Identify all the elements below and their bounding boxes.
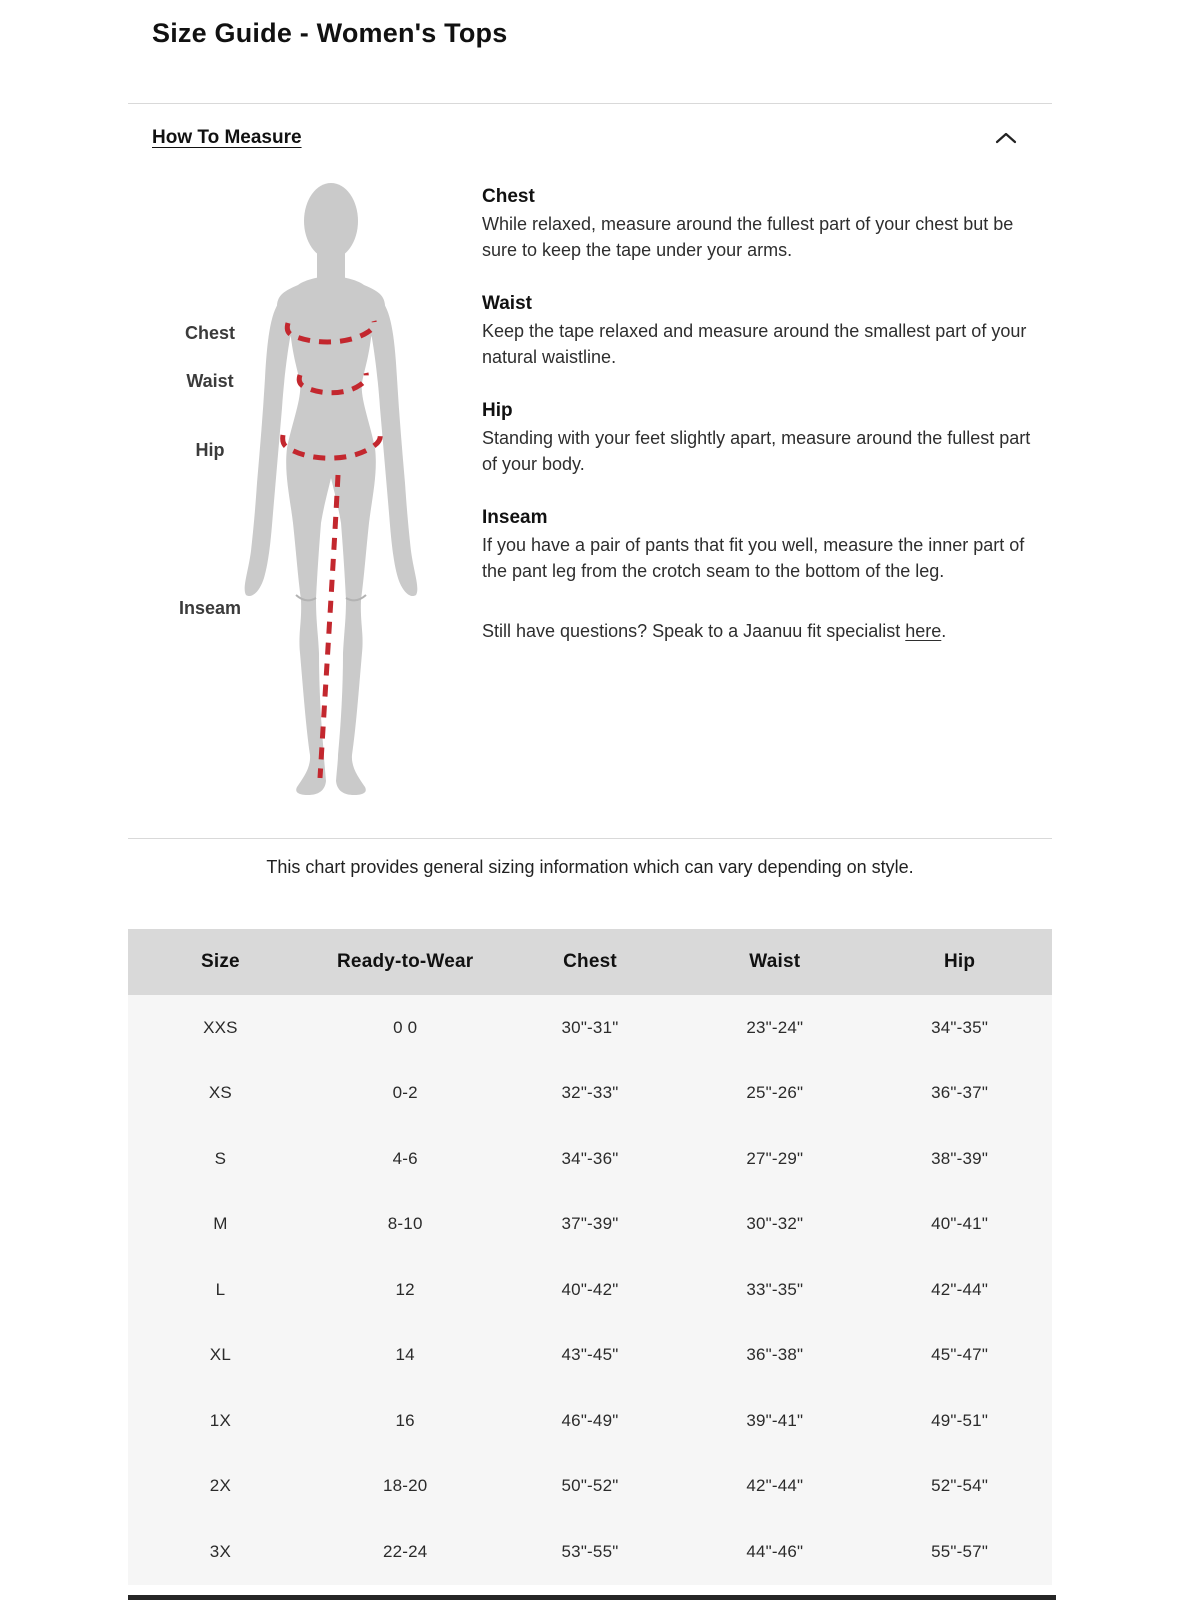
table-row-m	[128, 1192, 1052, 1258]
cell-waist: 42"-44"	[746, 1476, 804, 1496]
cell-size: XS	[208, 1083, 232, 1103]
instruction-body: While relaxed, measure around the fullest part of your chest but be sure to keep the tape under your arms.	[482, 214, 1014, 260]
cell-rtw: 18-20	[382, 1476, 428, 1496]
cell-size: 1X	[209, 1410, 231, 1430]
table-row-1x	[128, 1388, 1052, 1454]
next-section-edge	[128, 1595, 1056, 1600]
how-to-measure-header	[128, 126, 1052, 150]
instruction-body: If you have a pair of pants that fit you well, measure the inner part of the pant leg from the crotch seam to the bottom of the leg.	[482, 535, 1025, 581]
column-header-ready-to-wear: Ready-to-Wear	[337, 951, 474, 972]
chart-note: This chart provides general sizing information which can vary depending on style.	[266, 857, 914, 877]
table-row-3x	[128, 1519, 1052, 1585]
figure-label-inseam: Inseam	[178, 598, 242, 618]
divider	[128, 103, 1052, 104]
column-header-size: Size	[200, 951, 240, 972]
cell-chest: 34"-36"	[561, 1148, 619, 1168]
collapse-button[interactable]	[994, 130, 1018, 146]
cell-rtw: 8-10	[387, 1214, 423, 1234]
instruction-body: Standing with your feet slightly apart, measure around the fullest part of your body.	[482, 428, 1031, 474]
cell-rtw: 12	[395, 1279, 415, 1299]
figure-label-waist: Waist	[186, 371, 234, 391]
cell-size: M	[213, 1214, 228, 1234]
cell-chest: 53"-55"	[561, 1541, 619, 1561]
cell-rtw: 0-2	[392, 1083, 418, 1103]
instruction-heading: Hip	[482, 400, 513, 421]
fit-specialist-text: Still have questions? Speak to a Jaanuu fit specialist	[482, 621, 906, 641]
instruction-heading: Inseam	[482, 507, 548, 528]
page-title: Size Guide - Women's Tops	[152, 18, 508, 48]
column-header-waist: Waist	[749, 951, 801, 972]
cell-hip: 49"-51"	[931, 1410, 989, 1430]
cell-hip: 38"-39"	[931, 1148, 989, 1168]
cell-waist: 25"-26"	[746, 1083, 804, 1103]
chevron-up-icon	[994, 130, 1018, 146]
cell-chest: 43"-45"	[561, 1345, 619, 1365]
measure-instructions	[482, 184, 1034, 644]
cell-size: L	[215, 1279, 226, 1299]
size-chart-table	[128, 929, 1052, 1585]
cell-size: XL	[209, 1345, 231, 1365]
cell-size: 3X	[209, 1541, 231, 1561]
cell-chest: 46"-49"	[561, 1410, 619, 1430]
cell-hip: 52"-54"	[931, 1476, 989, 1496]
table-row-xl	[128, 1323, 1052, 1389]
cell-rtw: 0 0	[393, 1017, 418, 1037]
table-row-s	[128, 1126, 1052, 1192]
cell-hip: 40"-41"	[931, 1214, 989, 1234]
instruction-chest	[482, 184, 1034, 263]
cell-hip: 34"-35"	[931, 1017, 989, 1037]
table-row-xxs	[128, 995, 1052, 1061]
instruction-inseam	[482, 505, 1034, 584]
figure-label-hip: Hip	[195, 440, 225, 460]
cell-chest: 32"-33"	[561, 1083, 619, 1103]
cell-waist: 39"-41"	[746, 1410, 804, 1430]
instruction-body: Keep the tape relaxed and measure around the smallest part of your natural waistline.	[482, 321, 1027, 367]
divider	[128, 838, 1052, 839]
cell-rtw: 14	[395, 1345, 415, 1365]
cell-chest: 40"-42"	[561, 1279, 619, 1299]
cell-waist: 33"-35"	[746, 1279, 804, 1299]
how-to-measure-heading[interactable]: How To Measure	[152, 127, 302, 148]
cell-rtw: 22-24	[382, 1541, 428, 1561]
cell-waist: 27"-29"	[746, 1148, 804, 1168]
table-row-xs	[128, 1061, 1052, 1127]
table-row-l	[128, 1257, 1052, 1323]
cell-hip: 36"-37"	[931, 1083, 989, 1103]
cell-chest: 50"-52"	[561, 1476, 619, 1496]
cell-chest: 37"-39"	[561, 1214, 619, 1234]
size-guide-panel	[128, 0, 1052, 1600]
how-to-measure-body	[128, 170, 1052, 818]
cell-waist: 23"-24"	[746, 1017, 804, 1037]
cell-size: S	[214, 1148, 227, 1168]
cell-size: 2X	[209, 1476, 231, 1496]
cell-hip: 55"-57"	[931, 1541, 989, 1561]
fit-specialist-line	[482, 618, 1034, 644]
cell-hip: 45"-47"	[931, 1345, 989, 1365]
instruction-hip	[482, 398, 1034, 477]
column-header-chest: Chest	[563, 951, 617, 972]
cell-waist: 36"-38"	[746, 1345, 804, 1365]
cell-hip: 42"-44"	[931, 1279, 989, 1299]
table-header-row	[128, 929, 1052, 995]
inseam-measure-line	[320, 475, 338, 778]
cell-rtw: 4-6	[392, 1148, 418, 1168]
cell-rtw: 16	[395, 1410, 415, 1430]
instruction-heading: Chest	[482, 186, 535, 207]
table-row-2x	[128, 1454, 1052, 1520]
instruction-waist	[482, 291, 1034, 370]
cell-chest: 30"-31"	[561, 1017, 619, 1037]
column-header-hip: Hip	[943, 951, 976, 972]
fit-specialist-link[interactable]: here	[905, 621, 942, 641]
cell-waist: 44"-46"	[746, 1541, 804, 1561]
cell-waist: 30"-32"	[746, 1214, 804, 1234]
figure-label-chest: Chest	[184, 323, 235, 343]
body-silhouette	[245, 183, 418, 795]
body-silhouette-figure	[170, 183, 490, 798]
cell-size: XXS	[203, 1017, 238, 1037]
fit-specialist-period: .	[941, 621, 947, 641]
instruction-heading: Waist	[482, 293, 532, 314]
